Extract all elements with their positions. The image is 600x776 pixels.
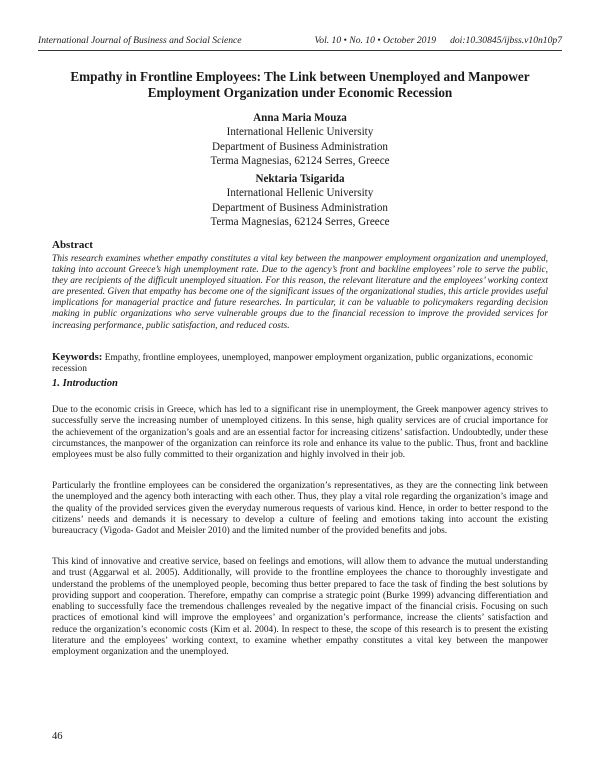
introduction-heading: 1. Introduction [52, 378, 118, 389]
author-block [120, 111, 480, 169]
author-address: Terma Magnesias, 62124 Serres, Greece [210, 216, 390, 229]
body-paragraph: Due to the economic crisis in Greece, which has led to a significant rise in unemployment, the Greek manpower agency strives to successfully serve the increasing number of unemployed citizens. In this sense, high quality services are of crucial importance for the achievement of the organization’s goals and are an essential factor for increasing citizens’ satisfaction. Undoubtedly, under these circumstances, the manpower of the organization can reinforce its role and enhance its value to the public. Thus, front and backline employees must be also fully committed to their organization and highly involved in their job. [52, 405, 548, 461]
author-department: Department of Business Administration [212, 201, 388, 214]
abstract-text: This research examines whether empathy constitutes a vital key between the manpower employment organization and unemployed, taking into account Greece’s high unemployment rate. Due to the agency’s front and backline employees’ role to serve the public, they are recipients of the difficult unemployed situation. For this reason, the relevant literature and the employees’ working context are presented. Given that empathy has become one of the significant issues of the organizational studies, this article provides useful implications for managerial practice and future researches. In particular, it can be valuable to policymakers regarding decision making in public organizations who serve vulnerable groups due to the financial recession to improve the provided services for increasing performance, public satisfaction, and reduced costs. [52, 254, 548, 331]
author-name: Anna Maria Mouza [253, 112, 347, 124]
keywords-text: Empathy, frontline employees, unemployed, manpower employment organization, public organizations, economic recession [52, 353, 533, 375]
page-number: 46 [52, 731, 63, 742]
running-header [38, 35, 562, 46]
volume-issue: Vol. 10 • No. 10 • October 2019 [314, 35, 437, 46]
body-paragraph: This kind of innovative and creative service, based on feelings and emotions, will allow them to advance the mutual understanding and trust (Aggarwal et al. 2005). Additionally, will provide to the frontline employees the chance to thoroughly investigate and understand the problems of the unemployed people, becoming thus better prepared to face the task of finding the best solutions by providing support and cooperation. Therefore, empathy can comprise a strategic point (Burke 1999) advancing differentiation and enabling to successfully face the tremendous challenges revealed by the negative impact of the financial crisis. Focusing on such practices of emotional kind will improve the employees’ and organization’s performance, increase the clients’ satisfaction and reduce the organization’s economic costs (Kim et al. 2004). In respect to these, the scope of this research is to present the existing literature and the employees’ working context, to examine whether empathy constitutes a vital key between the manpower employment organization and the unemployed. [52, 557, 548, 658]
author-name: Nektaria Tsigarida [255, 173, 345, 185]
author-department: Department of Business Administration [212, 140, 388, 153]
author-institution: International Hellenic University [226, 187, 374, 200]
doi: doi:10.30845/ijbss.v10n10p7 [450, 35, 562, 46]
journal-name: International Journal of Business and Social Science [38, 35, 242, 46]
abstract-heading: Abstract [52, 239, 93, 251]
body-paragraph: Particularly the frontline employees can be considered the organization’s representatives, as they are the connecting link between the unemployed and the agency both interacting with each other. Thus, they play a vital role regarding the organization’s image and the quality of the provided services given the everyday numerous requests of various kind. Hence, in order to better respond to the citizens’ needs and demands it is necessary to develop a culture of feeling and emotions taking into account the existing bureaucracy (Vigoda- Gadot and Meisler 2010) and the limited number of the provided benefits and jobs. [52, 481, 548, 537]
header-rule [38, 50, 562, 51]
author-institution: International Hellenic University [226, 126, 374, 139]
author-address: Terma Magnesias, 62124 Serres, Greece [210, 155, 390, 168]
keywords [52, 352, 548, 375]
paper-title: Empathy in Frontline Employees: The Link between Unemployed and Manpower Employment Organization under Economic Recession [70, 69, 530, 100]
keywords-label: Keywords: [52, 351, 103, 363]
author-block [120, 172, 480, 230]
